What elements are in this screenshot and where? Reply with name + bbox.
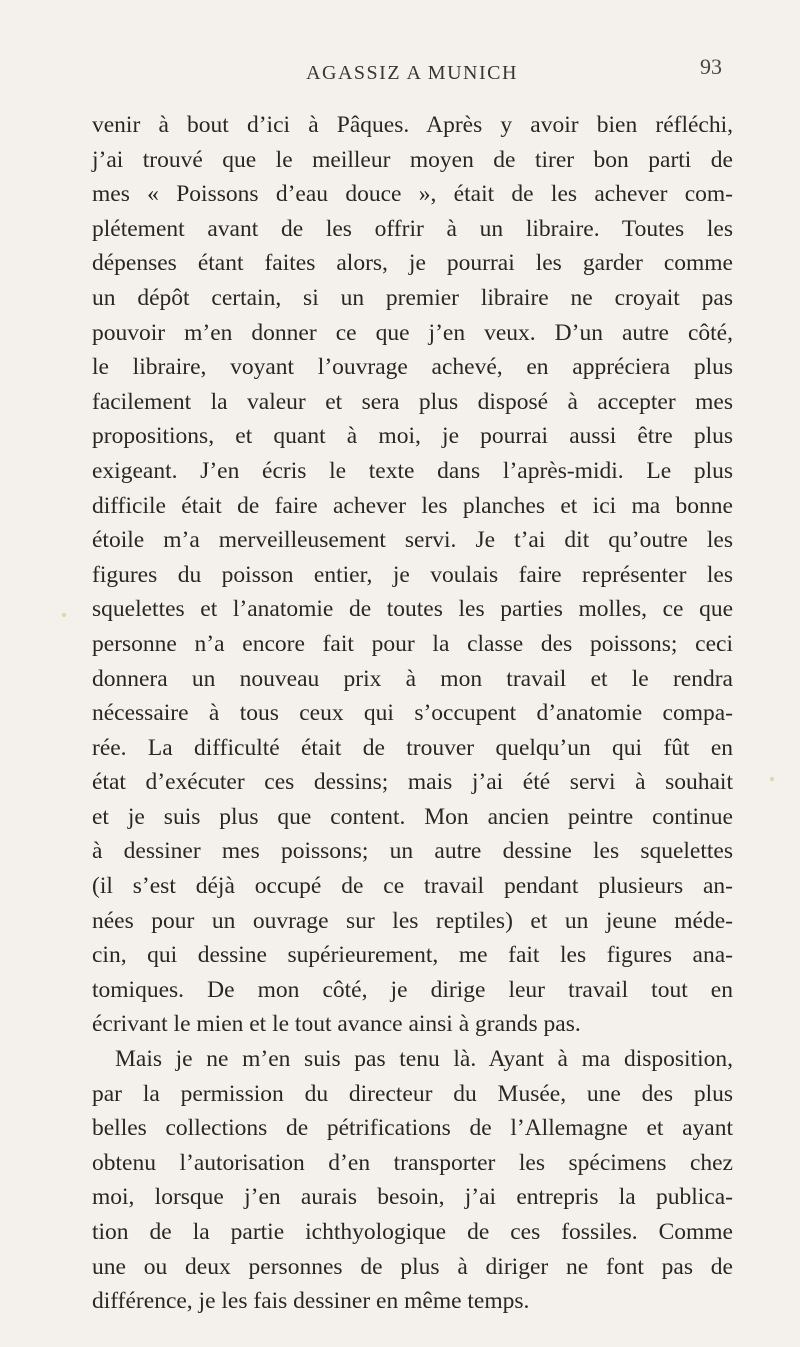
text-line: tion de la partie ichthyologique de ces fossiles. Comme [92,1219,733,1245]
text-line: état d’exécuter ces dessins; mais j’ai été servi à souhait [92,769,733,796]
text-line: obtenu l’autorisation d’en transporter les spécimens chez [92,1149,733,1176]
text-line: Mais je ne m’en suis pas tenu là. Ayant à ma disposition, [115,1046,733,1073]
text-line: à dessiner mes poissons; un autre dessine les squelettes [92,838,733,865]
text-line: nécessaire à tous ceux qui s’occupent d’anatomie compa- [92,700,733,727]
text-line: et je suis plus que content. Mon ancien peintre continue [92,803,733,830]
paragraph [92,1042,733,1319]
text-line: tomiques. De mon côté, je dirige leur travail tout en [92,976,733,1003]
text-line: dépenses étant faites alors, je pourrai les garder comme [92,250,733,277]
text-line: propositions, et quant à moi, je pourrai aussi être plus [92,423,733,450]
text-line: écrivant le mien et le tout avance ainsi à grands pas. [92,1011,581,1038]
text-line: mes « Poissons d’eau douce », était de les achever com- [92,181,733,208]
text-line: étoile m’a merveilleusement servi. Je t’ai dit qu’outre les [92,527,733,554]
text-line: donnera un nouveau prix à mon travail et le rendra [92,665,733,692]
text-line: personne n’a encore fait pour la classe des poissons; ceci [92,630,733,657]
text-line: une ou deux personnes de plus à diriger ne font pas de [92,1253,733,1280]
paper-foxing-spot [770,777,774,781]
text-line: cin, qui dessine supérieurement, me fait les figures ana- [92,942,733,969]
text-line: exigeant. J’en écris le texte dans l’après-midi. Le plus [92,457,733,484]
running-head: AGASSIZ A MUNICH [306,62,518,84]
text-line: par la permission du directeur du Musée, une des plus [92,1080,733,1107]
page-header [92,54,732,92]
paragraph [92,108,733,1042]
page-number: 93 [700,54,722,79]
paper-foxing-spot [62,613,66,617]
text-line: un dépôt certain, si un premier libraire ne croyait pas [92,284,733,311]
text-line: squelettes et l’anatomie de toutes les parties molles, ce que [92,596,733,623]
text-line: pouvoir m’en donner ce que j’en veux. D’un autre côté, [92,319,733,346]
text-line: figures du poisson entier, je voulais faire représenter les [92,561,733,588]
text-line: différence, je les fais dessiner en même temps. [92,1288,530,1315]
text-line: rée. La difficulté était de trouver quelqu’un qui fût en [92,734,733,761]
text-line: facilement la valeur et sera plus disposé à accepter mes [92,388,733,415]
text-line: difficile était de faire achever les planches et ici ma bonne [92,492,733,519]
text-line: nées pour un ouvrage sur les reptiles) et un jeune méde- [92,907,733,934]
body-text [92,108,733,1319]
text-line: moi, lorsque j’en aurais besoin, j’ai entrepris la publica- [92,1184,733,1211]
text-line: plétement avant de les offrir à un libraire. Toutes les [92,215,733,242]
text-line: le libraire, voyant l’ouvrage achevé, en appréciera plus [92,354,733,381]
text-line: venir à bout d’ici à Pâques. Après y avoir bien réfléchi, [92,112,733,138]
text-line: j’ai trouvé que le meilleur moyen de tirer bon parti de [92,146,733,173]
text-line: belles collections de pétrifications de l’Allemagne et ayant [92,1115,733,1142]
text-line: (il s’est déjà occupé de ce travail pendant plusieurs an- [92,873,733,900]
